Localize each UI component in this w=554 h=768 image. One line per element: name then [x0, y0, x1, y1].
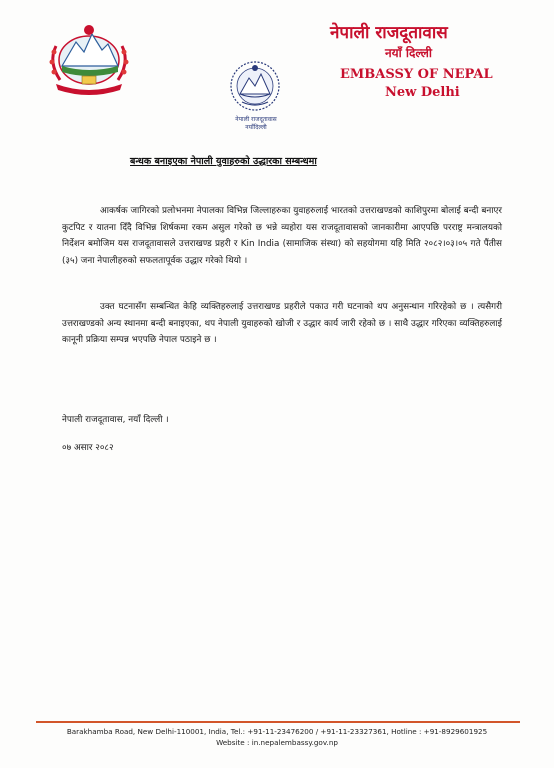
seal-text-name: नेपाली राजदूतावास: [235, 116, 277, 123]
embassy-name-nepali: नेपाली राजदूतावास: [330, 23, 448, 43]
body-paragraph-2: [62, 299, 502, 349]
seal-text-city: नयाँदिल्ली: [245, 124, 267, 131]
nepal-emblem-icon: [42, 16, 137, 96]
body-paragraph-1: [62, 203, 502, 269]
embassy-city-english: New Delhi: [385, 85, 460, 100]
paragraph-1-text: आकर्षक जागिरको प्रलोभनमा नेपालका विभिन्न जिल्लाहरुका युवाहरुलाई भारतको उत्तराखण्डको काशिपुरमा बोलाई बन्दी बनाएर कुटपिट र यातना दिँदै विभिन्न शिर्षकमा रकम असुल गरेको छ भन्ने व्यहोरा यस राजदूतावासको जानकारीमा आएपछि परराष्ट्र मन्त्रालयको निर्देशन बमोजिम यस राजदूतावासले उत्तराखण्ड प्रहरी र Kin India (सामाजिक संस्था) को सहयोगमा यहि मिति २०८२।०३।०५ गते पैंतीस (३५) जना नेपालीहरुको सफलतापूर्वक उद्धार गरेको थियो ।: [62, 206, 502, 266]
embassy-seal-icon: [220, 52, 290, 120]
seal-caption: [215, 116, 297, 132]
footer-address: Barakhamba Road, New Delhi-110001, India, Tel.: +91-11-23476200 / +91-11-23327361, Hotline : +91-8929601925: [66, 727, 488, 736]
letter-subject: बन्धक बनाइएका नेपाली युवाहरुको उद्धारका सम्बन्धमा: [130, 156, 317, 167]
letter-date: ०७ असार २०८२: [62, 443, 114, 453]
embassy-city-nepali: नयाँ दिल्ली: [385, 46, 433, 60]
embassy-name-english: EMBASSY OF NEPAL: [340, 67, 493, 82]
signature-line: नेपाली राजदूतावास, नयाँ दिल्ली ।: [62, 415, 169, 425]
paragraph-2-text: उक्त घटनासँग सम्बन्धित केहि व्यक्तिहरुलाई उत्तराखण्ड प्रहरीले पकाउ गरी घटनाको थप अनुसन्धान गरिरहेको छ । त्यसैगरी उत्तराखण्डको अन्य स्थानमा बन्दी बनाइएका, थप नेपाली युवाहरुको खोजी र उद्धार कार्य जारी रहेको छ । साथै उद्धार गरिएका व्यक्तिहरुलाई कानूनी प्रक्रिया सम्पन्न भएपछि नेपाल पठाइने छ ।: [62, 302, 502, 345]
footer-website: Website : in.nepalembassy.gov.np: [216, 738, 338, 747]
footer-rule: [36, 721, 520, 723]
